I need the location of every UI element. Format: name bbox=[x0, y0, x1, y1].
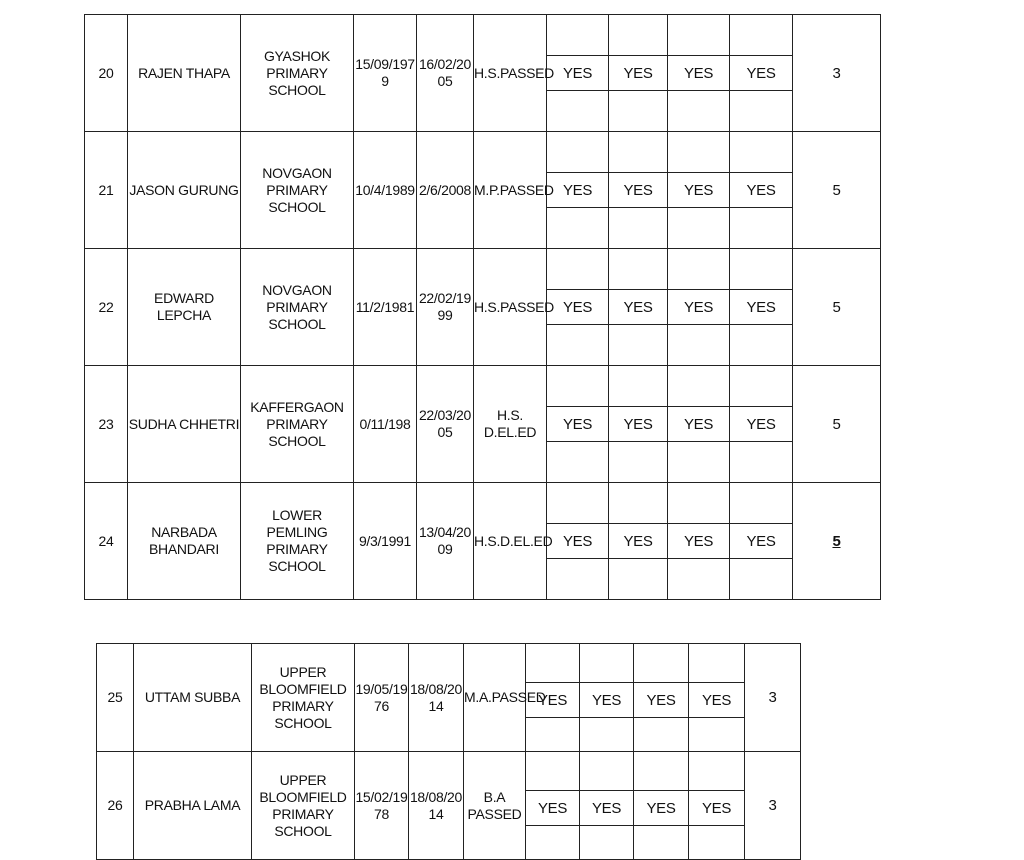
empty-cell bbox=[730, 208, 793, 249]
sl-no-cell: 23 bbox=[85, 366, 128, 483]
empty-cell bbox=[526, 826, 580, 860]
date-of-joining-cell: 18/08/2014 bbox=[409, 752, 464, 860]
school-name-cell: NOVGAON PRIMARY SCHOOL bbox=[241, 132, 354, 249]
empty-cell bbox=[730, 15, 793, 56]
empty-cell bbox=[547, 366, 609, 407]
empty-cell bbox=[609, 442, 668, 483]
sl-no-cell: 25 bbox=[97, 644, 134, 752]
criteria-4-cell: YES bbox=[730, 407, 793, 442]
empty-cell bbox=[547, 132, 609, 173]
empty-cell bbox=[668, 325, 730, 366]
criteria-3-cell: YES bbox=[668, 290, 730, 325]
empty-cell bbox=[609, 325, 668, 366]
date-of-birth-cell: 10/4/1989 bbox=[354, 132, 417, 249]
criteria-3-cell: YES bbox=[668, 173, 730, 208]
criteria-1-cell: YES bbox=[526, 791, 580, 826]
qualification-cell: H.S. D.EL.ED bbox=[474, 366, 547, 483]
teacher-name-cell: PRABHA LAMA bbox=[134, 752, 252, 860]
criteria-3-cell: YES bbox=[668, 524, 730, 559]
total-cell: 3 bbox=[745, 644, 801, 752]
school-name-cell: NOVGAON PRIMARY SCHOOL bbox=[241, 249, 354, 366]
teacher-name-cell: EDWARD LEPCHA bbox=[128, 249, 241, 366]
total-cell: 5 bbox=[793, 249, 881, 366]
criteria-3-cell: YES bbox=[634, 683, 689, 718]
teacher-name-cell: NARBADA BHANDARI bbox=[128, 483, 241, 600]
empty-cell bbox=[730, 325, 793, 366]
criteria-3-cell: YES bbox=[668, 56, 730, 91]
empty-cell bbox=[580, 718, 634, 752]
date-of-birth-cell: 19/05/1976 bbox=[355, 644, 409, 752]
qualification-cell: H.S.PASSED bbox=[474, 249, 547, 366]
empty-cell bbox=[668, 208, 730, 249]
criteria-1-cell: YES bbox=[547, 173, 609, 208]
empty-cell bbox=[526, 718, 580, 752]
empty-cell bbox=[547, 208, 609, 249]
qualification-cell: H.S.PASSED bbox=[474, 15, 547, 132]
empty-cell bbox=[730, 366, 793, 407]
criteria-4-cell: YES bbox=[730, 290, 793, 325]
empty-cell bbox=[547, 325, 609, 366]
criteria-1-cell: YES bbox=[547, 524, 609, 559]
empty-cell bbox=[730, 249, 793, 290]
table-row bbox=[97, 644, 801, 683]
criteria-2-cell: YES bbox=[609, 290, 668, 325]
date-of-birth-cell: 0/11/198 bbox=[354, 366, 417, 483]
date-of-birth-cell: 15/09/1979 bbox=[354, 15, 417, 132]
empty-cell bbox=[547, 559, 609, 600]
empty-cell bbox=[730, 132, 793, 173]
qualification-cell: H.S.D.EL.ED bbox=[474, 483, 547, 600]
empty-cell bbox=[668, 366, 730, 407]
date-of-joining-cell: 22/02/1999 bbox=[417, 249, 474, 366]
criteria-4-cell: YES bbox=[730, 56, 793, 91]
empty-cell bbox=[547, 442, 609, 483]
empty-cell bbox=[609, 15, 668, 56]
empty-cell bbox=[609, 208, 668, 249]
total-cell bbox=[793, 483, 881, 600]
school-name-cell: LOWER PEMLING PRIMARY SCHOOL bbox=[241, 483, 354, 600]
empty-cell bbox=[668, 249, 730, 290]
empty-cell bbox=[689, 644, 745, 683]
empty-cell bbox=[730, 483, 793, 524]
empty-cell bbox=[730, 442, 793, 483]
table-row bbox=[85, 366, 881, 407]
criteria-2-cell: YES bbox=[580, 683, 634, 718]
criteria-1-cell: YES bbox=[547, 56, 609, 91]
table-row bbox=[85, 15, 881, 56]
empty-cell bbox=[689, 752, 745, 791]
empty-cell bbox=[668, 91, 730, 132]
empty-cell bbox=[634, 752, 689, 791]
criteria-3-cell: YES bbox=[634, 791, 689, 826]
sl-no-cell: 22 bbox=[85, 249, 128, 366]
qualification-cell: M.P.PASSED bbox=[474, 132, 547, 249]
sl-no-cell: 24 bbox=[85, 483, 128, 600]
total-cell: 3 bbox=[745, 752, 801, 860]
empty-cell bbox=[526, 752, 580, 791]
table-row bbox=[97, 752, 801, 791]
teacher-name-cell: JASON GURUNG bbox=[128, 132, 241, 249]
sl-no-cell: 20 bbox=[85, 15, 128, 132]
table-row bbox=[85, 249, 881, 290]
empty-cell bbox=[609, 249, 668, 290]
date-of-joining-cell: 13/04/2009 bbox=[417, 483, 474, 600]
criteria-1-cell: YES bbox=[526, 683, 580, 718]
school-name-cell: GYASHOK PRIMARY SCHOOL bbox=[241, 15, 354, 132]
qualification-cell: M.A.PASSED bbox=[464, 644, 526, 752]
empty-cell bbox=[730, 91, 793, 132]
total-cell: 3 bbox=[793, 15, 881, 132]
empty-cell bbox=[609, 132, 668, 173]
empty-cell bbox=[668, 15, 730, 56]
table-row bbox=[85, 483, 881, 524]
teachers-table-lower bbox=[96, 643, 800, 860]
empty-cell bbox=[580, 826, 634, 860]
empty-cell bbox=[609, 483, 668, 524]
teacher-name-cell: SUDHA CHHETRI bbox=[128, 366, 241, 483]
criteria-2-cell: YES bbox=[609, 173, 668, 208]
empty-cell bbox=[547, 249, 609, 290]
criteria-4-cell: YES bbox=[689, 683, 745, 718]
empty-cell bbox=[689, 718, 745, 752]
empty-cell bbox=[580, 752, 634, 791]
criteria-2-cell: YES bbox=[580, 791, 634, 826]
empty-cell bbox=[609, 366, 668, 407]
date-of-joining-cell: 16/02/2005 bbox=[417, 15, 474, 132]
empty-cell bbox=[668, 442, 730, 483]
empty-cell bbox=[609, 91, 668, 132]
total-cell: 5 bbox=[793, 132, 881, 249]
empty-cell bbox=[634, 718, 689, 752]
empty-cell bbox=[668, 559, 730, 600]
criteria-2-cell: YES bbox=[609, 56, 668, 91]
sl-no-cell: 21 bbox=[85, 132, 128, 249]
teacher-name-cell: UTTAM SUBBA bbox=[134, 644, 252, 752]
criteria-2-cell: YES bbox=[609, 524, 668, 559]
date-of-joining-cell: 18/08/2014 bbox=[409, 644, 464, 752]
empty-cell bbox=[634, 826, 689, 860]
teacher-name-cell: RAJEN THAPA bbox=[128, 15, 241, 132]
date-of-birth-cell: 9/3/1991 bbox=[354, 483, 417, 600]
date-of-birth-cell: 11/2/1981 bbox=[354, 249, 417, 366]
criteria-4-cell: YES bbox=[689, 791, 745, 826]
criteria-2-cell: YES bbox=[609, 407, 668, 442]
empty-cell bbox=[634, 644, 689, 683]
total-cell: 5 bbox=[793, 366, 881, 483]
empty-cell bbox=[580, 644, 634, 683]
empty-cell bbox=[730, 559, 793, 600]
empty-cell bbox=[526, 644, 580, 683]
date-of-joining-cell: 22/03/2005 bbox=[417, 366, 474, 483]
school-name-cell: KAFFERGAON PRIMARY SCHOOL bbox=[241, 366, 354, 483]
empty-cell bbox=[668, 483, 730, 524]
school-name-cell: UPPER BLOOMFIELD PRIMARY SCHOOL bbox=[252, 752, 355, 860]
empty-cell bbox=[547, 91, 609, 132]
empty-cell bbox=[547, 15, 609, 56]
criteria-1-cell: YES bbox=[547, 290, 609, 325]
table-row bbox=[85, 132, 881, 173]
criteria-4-cell: YES bbox=[730, 173, 793, 208]
qualification-cell: B.A PASSED bbox=[464, 752, 526, 860]
date-of-birth-cell: 15/02/1978 bbox=[355, 752, 409, 860]
empty-cell bbox=[547, 483, 609, 524]
empty-cell bbox=[668, 132, 730, 173]
school-name-cell: UPPER BLOOMFIELD PRIMARY SCHOOL bbox=[252, 644, 355, 752]
sl-no-cell: 26 bbox=[97, 752, 134, 860]
date-of-joining-cell: 2/6/2008 bbox=[417, 132, 474, 249]
teachers-table-upper bbox=[84, 14, 880, 600]
empty-cell bbox=[689, 826, 745, 860]
total-value: 5 bbox=[832, 532, 841, 550]
empty-cell bbox=[609, 559, 668, 600]
criteria-1-cell: YES bbox=[547, 407, 609, 442]
criteria-3-cell: YES bbox=[668, 407, 730, 442]
criteria-4-cell: YES bbox=[730, 524, 793, 559]
